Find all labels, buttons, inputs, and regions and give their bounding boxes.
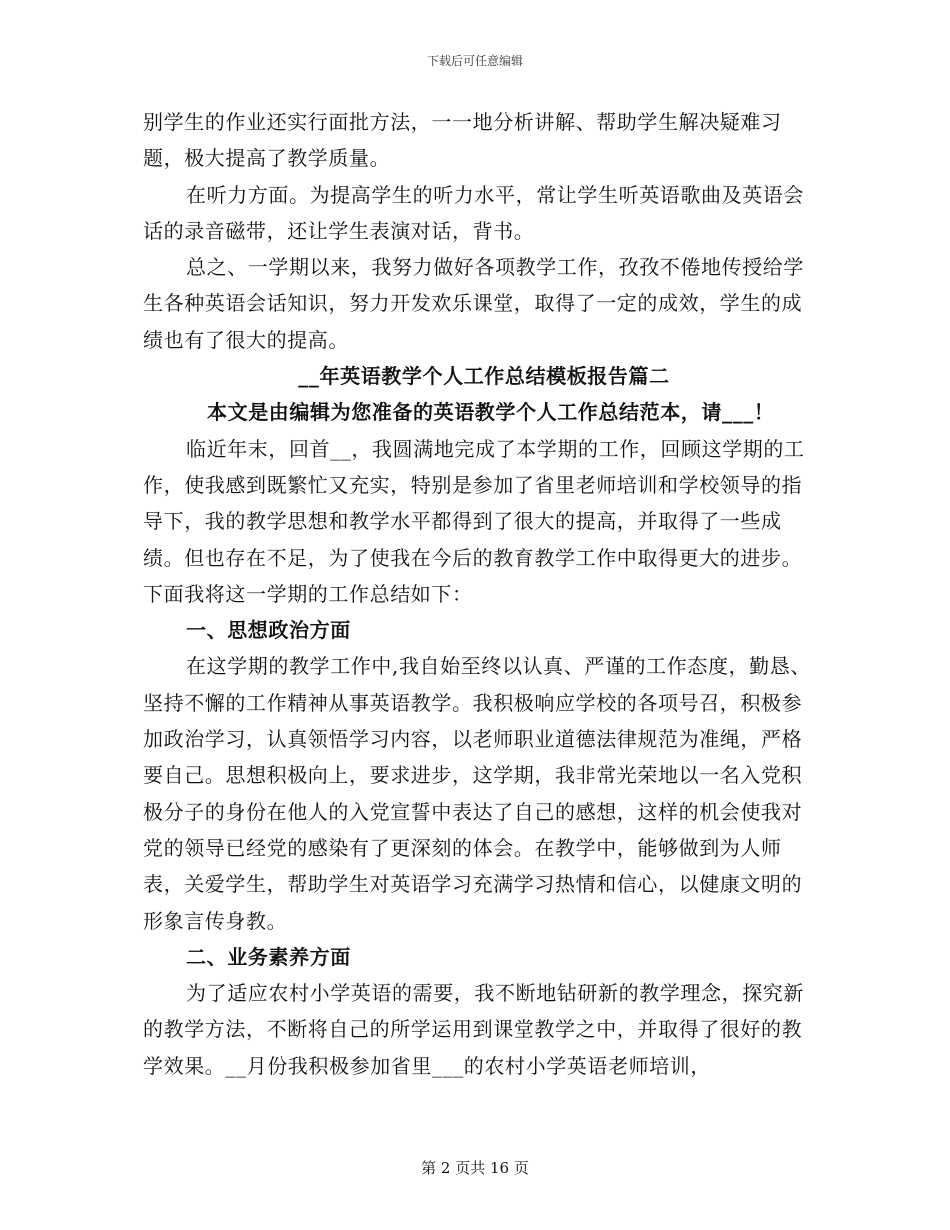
heading-professional: 二、业务素养方面 xyxy=(186,944,351,969)
paragraph-ideology: 在这学期的教学工作中,我自始至终以认真、严谨的工作态度，勤恳、坚持不懈的工作精神从事英语教学。我积极响应学校的各项号召，积极参加政治学习，认真领悟学习内容，以老师职业道德法律规范为准绳，严格要自己。思想积极向上，要求进步，这学期，我非常光荣地以一名入党积极分子的身份在他人的入党宣誓中表达了自己的感想，这样的机会使我对党的领导已经党的感染有了更深刻的体会。在教学中，能够做到为人师表，关爱学生，帮助学生对英语学习充满学习热情和信心，以健康文明的形象言传身教。 xyxy=(143,654,811,933)
page-footer: 第 2 页共 16 页 xyxy=(421,1159,529,1177)
paragraph-listening: 在听力方面。为提高学生的听力水平，常让学生听英语歌曲及英语会话的录音磁带，还让学生表演对话，背书。 xyxy=(143,182,804,243)
page-header: 下载后可任意编辑 xyxy=(426,54,523,68)
paragraph-continued: 别学生的作业还实行面批方法，一一地分析讲解、帮助学生解决疑难习题，极大提高了教学质量。 xyxy=(143,110,782,171)
section-subtitle: 本文是由编辑为您准备的英语教学个人工作总结范本，请___！ xyxy=(207,400,775,425)
paragraph-intro: 临近年末，回首__，我圆满地完成了本学期的工作，回顾这学期的工作，使我感到既繁忙又充实，特别是参加了省里老师培训和学校领导的指导下，我的教学思想和教学水平都得到了很大的提高，并取得了一些成绩。但也存在不足，为了使我在今后的教育教学工作中取得更大的进步。下面我将这一学期的工作总结如下： xyxy=(143,436,805,606)
paragraph-summary: 总之、一学期以来，我努力做好各项教学工作，孜孜不倦地传授给学生各种英语会话知识，努力开发欢乐课堂，取得了一定的成效，学生的成绩也有了很大的提高。 xyxy=(143,255,804,352)
section-title: __年英语教学个人工作总结模板报告篇二 xyxy=(298,364,670,389)
paragraph-professional: 为了适应农村小学英语的需要，我不断地钻研新的教学理念，探究新的教学方法，不断将自己的所学运用到课堂教学之中，并取得了很好的教学效果。__月份我积极参加省里___的农村小学英语老师培训， xyxy=(143,981,804,1078)
heading-ideology: 一、思想政治方面 xyxy=(186,618,351,643)
document-body xyxy=(143,104,815,1084)
